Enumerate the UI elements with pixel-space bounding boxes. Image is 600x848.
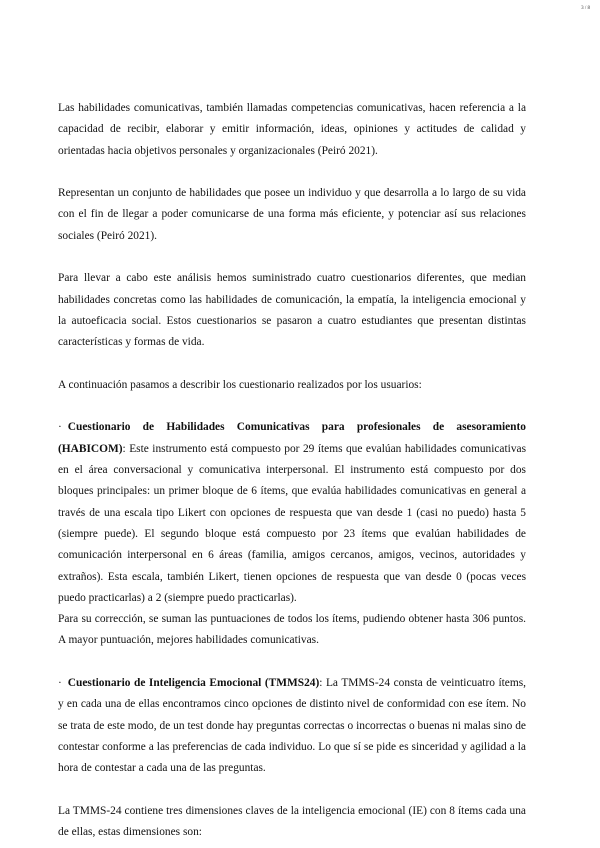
bullet-marker: · xyxy=(58,421,62,434)
list-item-tmms xyxy=(58,673,526,779)
list-item-habicom xyxy=(58,417,526,609)
habicom-description: : Este instrumento está compuesto por 29 ítems que evalúan habilidades comunicativas en el área conversacional y comunicativa interpersonal. El instrumento está compuesto por dos bloques principales: un primer bloque de 6 ítems, que evalúa habilidades comunicativas en general a través de una escala tipo Likert con opciones de respuesta que van desde 1 (casi no puedo) hasta 5 (siempre puede). El segundo bloque está compuesto por 23 ítems que evalúan habilidades de comunicación interpersonal en 6 áreas (familia, amigos cercanos, amigos, vecinos, autoridades y extraños). Esta escala, también Likert, tienen opciones de respuesta que van desde 0 (pocas veces puedo practicarlas) a 2 (siempre puedo practicarlas). xyxy=(58,442,526,604)
habicom-title: Cuestionario de Habilidades Comunicativas para profesionales de asesoramiento (HABICOM) xyxy=(58,421,526,455)
habicom-scoring: Para su corrección, se suman las puntuaciones de todos los ítems, pudiendo obtener hasta 306 puntos. A mayor puntuación, mejores habilidades comunicativas. xyxy=(58,613,526,647)
bullet-marker: · xyxy=(58,677,62,690)
tmms-title: Cuestionario de Inteligencia Emocional (TMMS24) xyxy=(67,677,320,690)
paragraph-continuation: A continuación pasamos a describir los cuestionario realizados por los usuarios: xyxy=(58,378,422,391)
tmms-description: : La TMMS-24 consta de veinticuatro ítems, y en cada una de ellas encontramos cinco opciones de distinto nivel de conformidad con ese ítem. No se trata de este modo, de un test donde hay preguntas correctas o incorrectas o buenas ni malas sino de contestar conforme a las preferencias de cada individuo. Lo que sí se pide es sinceridad y agilidad a la hora de contestar a cada una de las preguntas. xyxy=(58,677,526,775)
paragraph-definition: Representan un conjunto de habilidades que posee un individuo y que desarrolla a lo largo de su vida con el fin de llegar a poder comunicarse de una forma más eficiente, y potenciar así sus relaciones sociales (Peiró 2021). xyxy=(58,187,526,242)
document-body xyxy=(58,98,526,843)
paragraph-dimensions: La TMMS-24 contiene tres dimensiones claves de la inteligencia emocional (IE) con 8 ítems cada una de ellas, estas dimensiones son: xyxy=(58,804,526,839)
paragraph-analysis: Para llevar a cabo este análisis hemos suministrado cuatro cuestionarios diferentes, que median habilidades concretas como las habilidades de comunicación, la empatía, la inteligencia emocional y la autoeficacia social. Estos cuestionarios se pasaron a cuatro estudiantes que presentan distintas características y formas de vida. xyxy=(58,272,526,349)
paragraph-intro: Las habilidades comunicativas, también llamadas competencias comunicativas, hacen referencia a la capacidad de recibir, elaborar y emitir información, ideas, opiniones y actitudes de calidad y orientadas hacia objetivos personales y organizacionales (Peiró 2021). xyxy=(58,102,526,157)
page-number: 3 / 8 xyxy=(581,6,590,11)
